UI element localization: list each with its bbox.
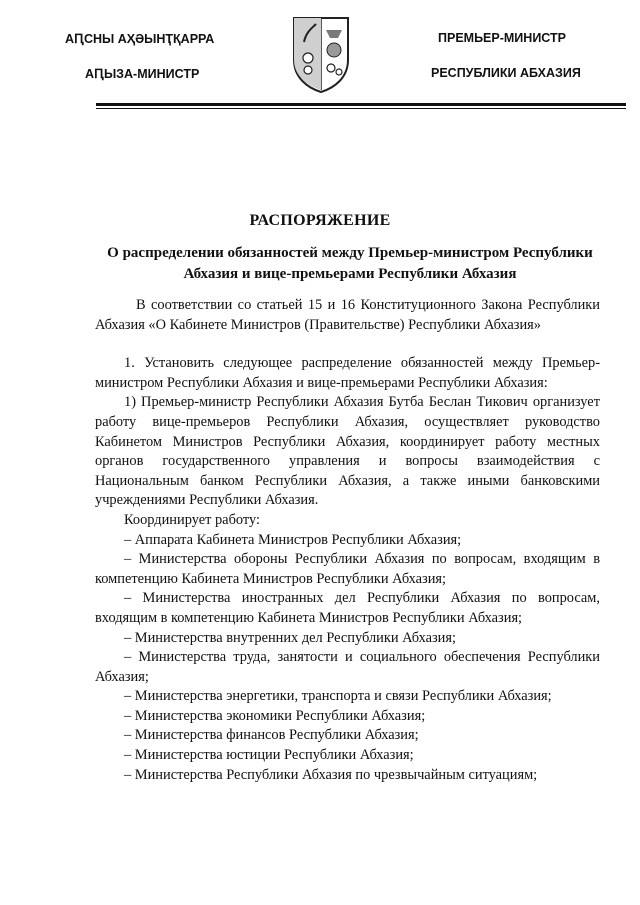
subtitle-line2: Абхазия и вице-премьерами Республики Абхазия xyxy=(183,266,517,282)
clause-1: 1. Установить следующее распределение обязанностей между Премьер-министром Республики Абхазия и вице-премьерами Республики Абхазия: xyxy=(95,355,600,391)
list-item: – Министерства финансов Республики Абхазия; xyxy=(124,727,419,744)
list-item: – Министерства экономики Республики Абхазия; xyxy=(124,707,426,724)
letterhead-rule xyxy=(96,103,626,106)
list-item: – Министерства иностранных дел Республики Абхазия по вопросам, входящим в компетенцию Кабинета Министров Республики Абхазия; xyxy=(95,590,600,626)
letterhead-left-line2: АԤЫЗА-МИНИСТР xyxy=(85,67,200,81)
document-body xyxy=(95,296,600,785)
coordinates-label: Координирует работу: xyxy=(124,511,261,528)
list-item: – Министерства энергетики, транспорта и связи Республики Абхазия; xyxy=(124,688,552,705)
letterhead-rule-thin xyxy=(96,108,626,109)
list-item: – Министерства юстиции Республики Абхазия; xyxy=(124,747,414,764)
list-item: – Министерства труда, занятости и социального обеспечения Республики Абхазия; xyxy=(95,649,600,685)
letterhead-right-line1: ПРЕМЬЕР-МИНИСТР xyxy=(438,31,566,45)
document-subtitle xyxy=(100,243,600,285)
list-item: – Министерства Республики Абхазия по чрезвычайным ситуациям; xyxy=(124,766,538,783)
list-item: – Министерства внутренних дел Республики Абхазия; xyxy=(124,629,456,646)
abkhazia-coat-of-arms-icon xyxy=(290,14,352,94)
list-item: – Аппарата Кабинета Министров Республики Абхазия; xyxy=(124,531,462,548)
letterhead-right-line2: РЕСПУБЛИКИ АБХАЗИЯ xyxy=(431,66,581,80)
list-item: – Министерства обороны Республики Абхазия по вопросам, входящим в компетенцию Кабинета Министров Республики Абхазия; xyxy=(95,551,600,587)
clause-1-1: 1) Премьер-министр Республики Абхазия Бутба Беслан Тикович организует работу вице-премьеров Республики Абхазия, осуществляет руководство Кабинетом Министров Республики Абхазия, координирует работу местных органов государственного управления и вопросы взаимодействия с Национальным банком Республики Абхазия, а также иными банковскими учреждениями Республики Абхазия. xyxy=(95,394,600,509)
letterhead-left-line1: АԤСНЫ АҲӘЫНҬҚАРРА xyxy=(65,32,215,46)
document-title: РАСПОРЯЖЕНИЕ xyxy=(249,212,391,229)
subtitle-line1: О распределении обязанностей между Премьер-министром Республики xyxy=(107,245,593,261)
preamble-paragraph: В соответствии со статьей 15 и 16 Конституционного Закона Республики Абхазия «О Кабинете Министров (Правительстве) Республики Абхазия» xyxy=(95,297,600,333)
